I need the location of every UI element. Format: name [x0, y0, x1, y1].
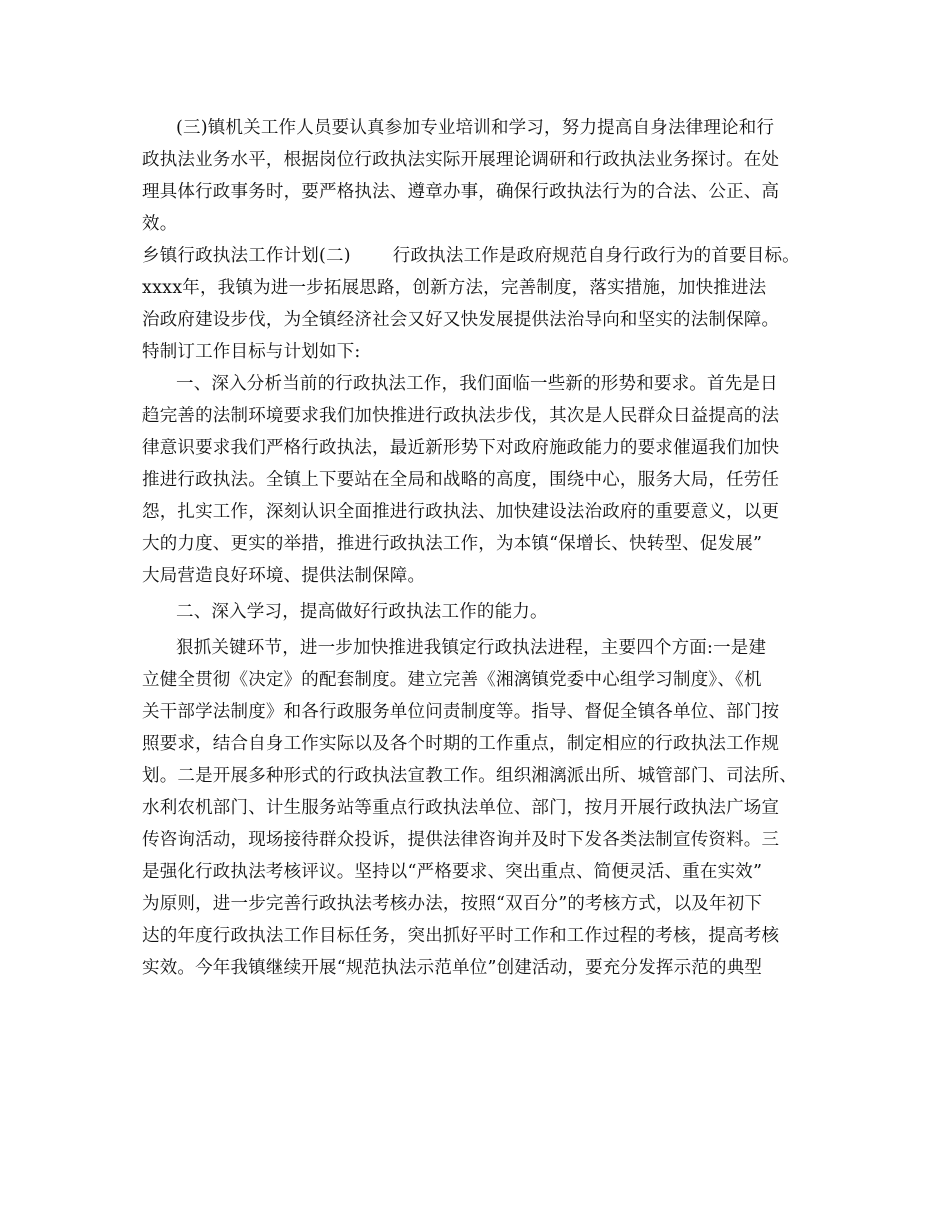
text-line: 政执法业务水平，根据岗位行政执法实际开展理论调研和行政执法业务探讨。在处	[142, 150, 780, 170]
text-line: 是强化行政执法考核评议。坚持以“严格要求、突出重点、简便灵活、重在实效”	[142, 862, 763, 882]
text-line: 实效。今年我镇继续开展“规范执法示范单位”创建活动，要充分发挥示范的典型	[142, 958, 763, 978]
document-body	[142, 112, 822, 984]
paragraph-plan-intro	[142, 240, 822, 368]
text-line: 达的年度行政执法工作目标任务，突出抓好平时工作和工作过程的考核，提高考核	[142, 926, 780, 946]
text-line: 治政府建设步伐，为全镇经济社会又好又快发展提供法治导向和坚实的法制保障。	[142, 310, 780, 330]
text-line: 为原则，进一步完善行政执法考核办法，按照“双百分”的考核方式，以及年初下	[142, 894, 763, 914]
text-line: 趋完善的法制环境要求我们加快推进行政执法步伐，其次是人民群众日益提高的法	[142, 406, 780, 426]
text-line: 关干部学法制度》和各行政服务单位问责制度等。指导、督促全镇各单位、部门按	[142, 702, 780, 722]
text-line: 一、深入分析当前的行政执法工作，我们面临一些新的形势和要求。首先是日	[176, 374, 778, 394]
text-line: 水利农机部门、计生服务站等重点行政执法单位、部门，按月开展行政执法广场宣	[142, 798, 780, 818]
text-line: (三)镇机关工作人员要认真参加专业培训和学习，努力提高自身法律理论和行	[176, 118, 775, 138]
text-line: 狠抓关键环节，进一步加快推进我镇定行政执法进程，主要四个方面:一是建	[176, 638, 767, 658]
text-line: 理具体行政事务时，要严格执法、遵章办事，确保行政执法行为的合法、公正、高	[142, 182, 780, 202]
text-line: 立健全贯彻《决定》的配套制度。建立完善《湘漓镇党委中心组学习制度》、《机	[142, 670, 762, 690]
text-line: 怨，扎实工作，深刻认识全面推进行政执法、加快建设法治政府的重要意义，以更	[142, 502, 780, 522]
paragraph-analysis	[142, 368, 822, 592]
text-line: 特制订工作目标与计划如下:	[142, 342, 361, 362]
text-line: 律意识要求我们严格行政执法，最近新形势下对政府施政能力的要求催逼我们加快	[142, 438, 780, 458]
document-subtitle: 乡镇行政执法工作计划(二)	[142, 246, 351, 266]
text-line: 传咨询活动，现场接待群众投诉，提供法律咨询并及时下发各类法制宣传资料。三	[142, 830, 780, 850]
text-line	[142, 240, 822, 272]
text-line: 效。	[142, 214, 178, 234]
text-line: 照要求，结合自身工作实际以及各个时期的工作重点，制定相应的行政执法工作规	[142, 734, 780, 754]
paragraph-heading-study	[142, 596, 822, 628]
text-line: 大的力度、更实的举措，推进行政执法工作，为本镇“保增长、快转型、促发展”	[142, 534, 763, 554]
text-segment: 行政执法工作是政府规范自身行政行为的首要目标。	[392, 246, 800, 266]
text-line: xxxx年，我镇为进一步拓展思路，创新方法，完善制度，落实措施，加快推进法	[142, 278, 767, 298]
paragraph-training	[142, 112, 822, 240]
text-line: 划。二是开展多种形式的行政执法宣教工作。组织湘漓派出所、城管部门、司法所、	[142, 766, 797, 786]
text-line: 大局营造良好环境、提供法制保障。	[142, 566, 426, 586]
paragraph-key-links	[142, 632, 822, 984]
text-line: 推进行政执法。全镇上下要站在全局和战略的高度，围绕中心，服务大局，任劳任	[142, 470, 780, 490]
section-heading: 二、深入学习，提高做好行政执法工作的能力。	[176, 602, 548, 622]
